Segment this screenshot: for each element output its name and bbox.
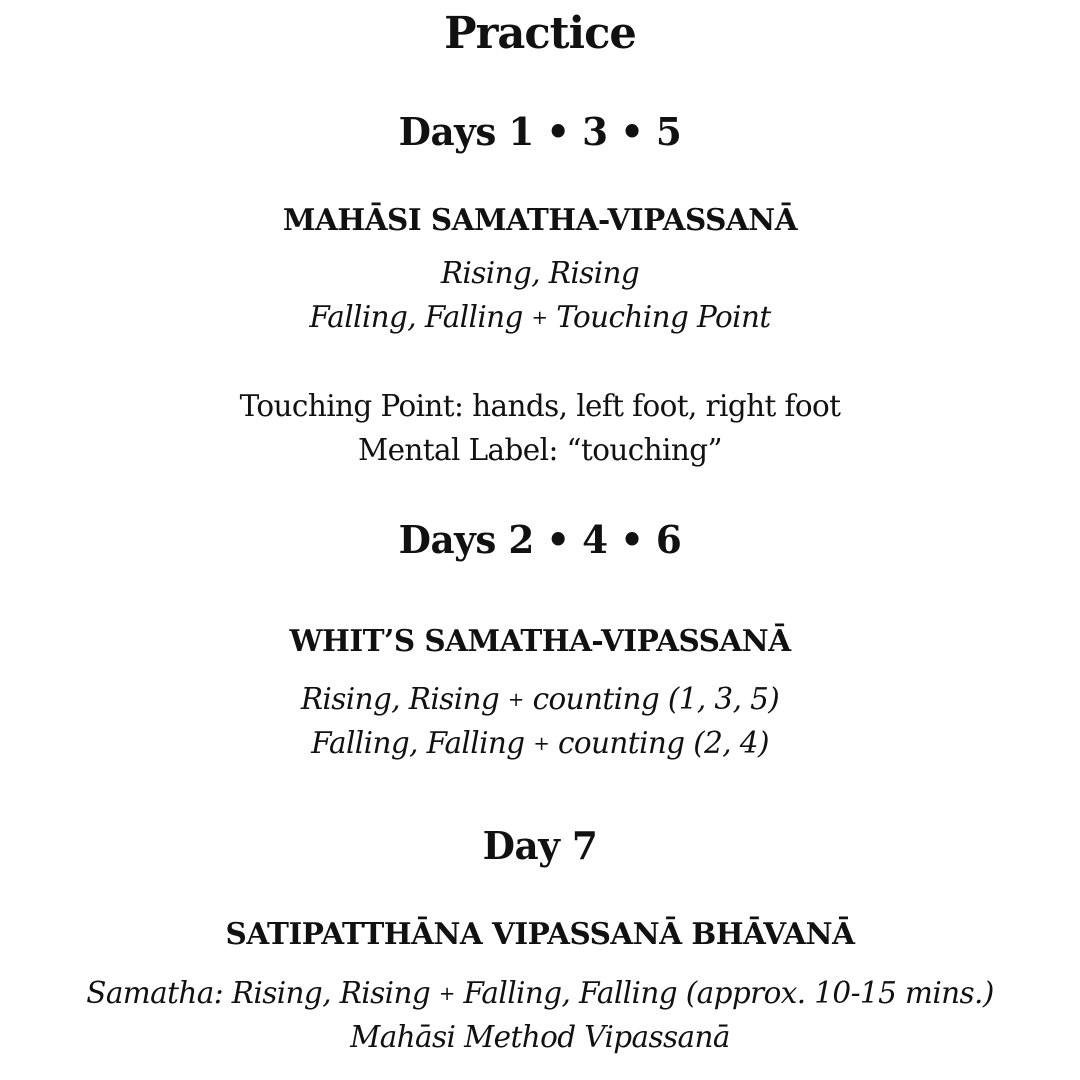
method-heading-satipatthana: SATIPATTHĀNA VIPASSANĀ BHĀVANĀ (225, 917, 855, 952)
days-heading-7: Day 7 (482, 823, 598, 868)
method-heading-mahasi: MAHĀSI SAMATHA-VIPASSANĀ (282, 203, 798, 238)
method-heading-whits: WHIT’S SAMATHA-VIPASSANĀ (289, 624, 791, 659)
instruction-line (10, 726, 1070, 761)
note-line: Mental Label: “touching” (358, 433, 722, 468)
plus-sign: + (438, 981, 455, 1005)
instruction-line: Mahāsi Method Vipassanā (350, 1020, 730, 1055)
instruction-text: Falling, Falling (approx. 10-15 mins.) (463, 976, 994, 1011)
days-heading-2-4-6: Days 2 • 4 • 6 (398, 517, 682, 562)
instruction-text: Touching Point (556, 300, 771, 335)
instruction-line (10, 976, 1070, 1011)
page-title: Practice (444, 8, 636, 59)
instruction-text: Falling, Falling (309, 300, 523, 335)
instruction-text: counting (1, 3, 5) (532, 682, 780, 717)
instruction-text: Rising, Rising (300, 682, 500, 717)
instruction-line (10, 300, 1070, 335)
instruction-text: counting (2, 4) (557, 726, 769, 761)
instruction-line: Rising, Rising (440, 256, 640, 291)
note-line: Touching Point: hands, left foot, right foot (239, 389, 841, 424)
instruction-text: Falling, Falling (311, 726, 525, 761)
plus-sign: + (531, 305, 548, 329)
instruction-line (10, 682, 1070, 717)
plus-sign: + (533, 731, 550, 755)
days-heading-1-3-5: Days 1 • 3 • 5 (398, 109, 682, 154)
plus-sign: + (507, 687, 524, 711)
instruction-text: Samatha: Rising, Rising (86, 976, 431, 1011)
